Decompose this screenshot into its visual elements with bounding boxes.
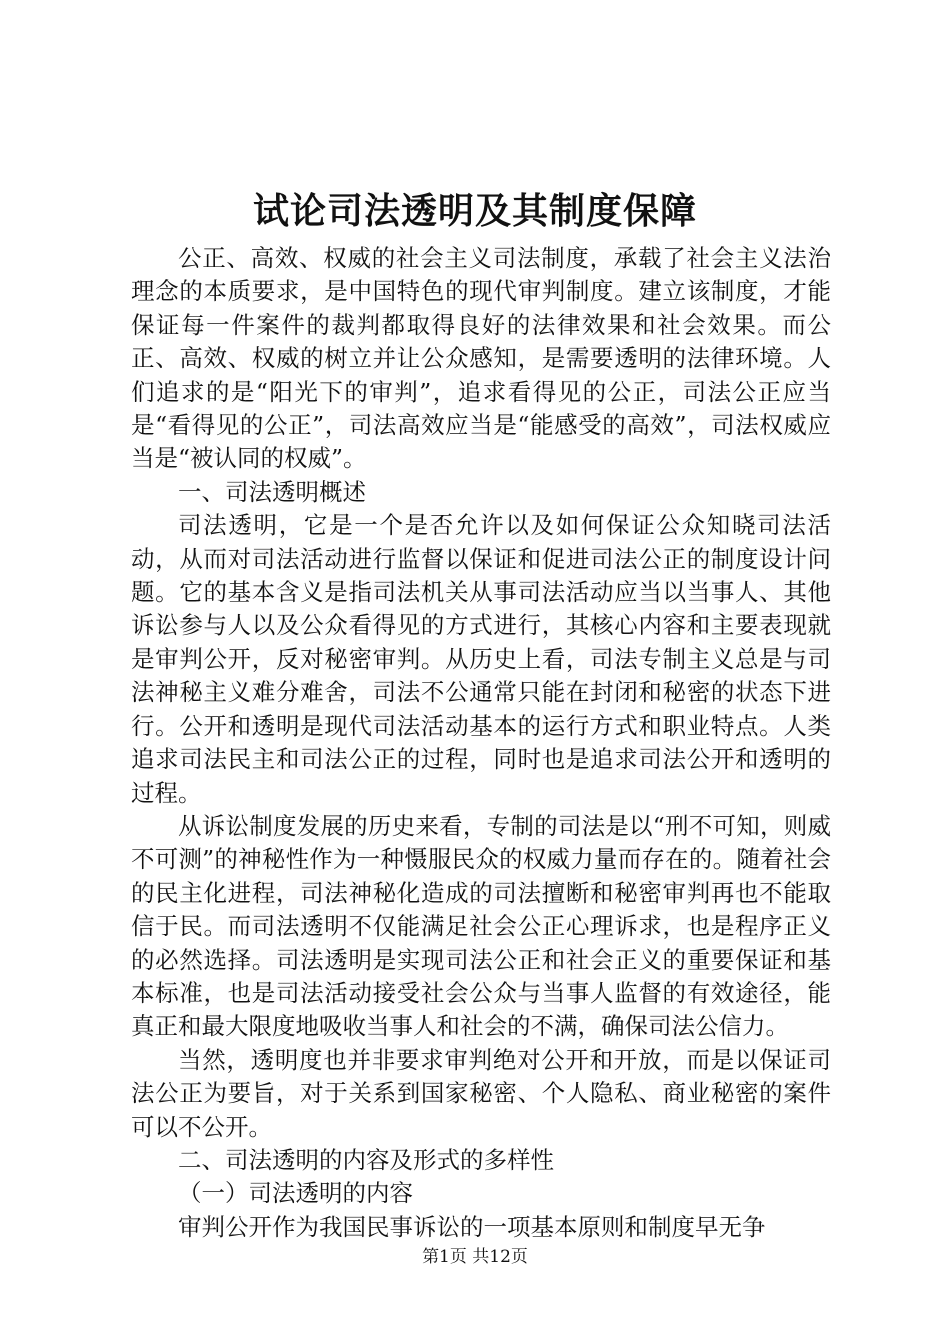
paragraph: 司法透明，它是一个是否允许以及如何保证公众知晓司法活动，从而对司法活动进行监督以保证和促进司法公正的制度设计问题。它的基本含义是指司法机关从事司法活动应当以当事人、其他诉讼参与人以及公众看得见的方式进行，其核心内容和主要表现就是审判公开，反对秘密审判。从历史上看，司法专制主义总是与司法神秘主义难分难舍，司法不公通常只能在封闭和秘密的状态下进行。公开和透明是现代司法活动基本的运行方式和职业特点。人类追求司法民主和司法公正的过程，同时也是追求司法公开和透明的过程。	[131, 511, 831, 807]
paragraph: 当然，透明度也并非要求审判绝对公开和开放，而是以保证司法公正为要旨，对于关系到国家秘密、个人隐私、商业秘密的案件可以不公开。	[131, 1045, 831, 1141]
document-title: 试论司法透明及其制度保障	[252, 191, 697, 232]
page-footer: 第1页 共12页	[422, 1247, 528, 1267]
paragraph: 审判公开作为我国民事诉讼的一项基本原则和制度早无争	[178, 1212, 766, 1241]
paragraph: 从诉讼制度发展的历史来看，专制的司法是以“刑不可知，则威不可测”的神秘性作为一种慑服民众的权威力量而存在的。随着社会的民主化进程，司法神秘化造成的司法擅断和秘密审判再也不能取信于民。而司法透明不仅能满足社会公正心理诉求，也是程序正义的必然选择。司法透明是实现司法公正和社会正义的重要保证和基本标准，也是司法活动接受社会公众与当事人监督的有效途径，能真正和最大限度地吸收当事人和社会的不满，确保司法公信力。	[131, 811, 831, 1041]
section-heading: 二、司法透明的内容及形式的多样性	[178, 1145, 554, 1174]
section-heading: 一、司法透明概述	[178, 477, 366, 506]
subsection-heading: （一）司法透明的内容	[178, 1179, 413, 1208]
document-body	[131, 242, 831, 1244]
paragraph: 公正、高效、权威的社会主义司法制度，承载了社会主义法治理念的本质要求，是中国特色的现代审判制度。建立该制度，才能保证每一件案件的裁判都取得良好的法律效果和社会效果。而公正、高效、权威的树立并让公众感知，是需要透明的法律环境。人们追求的是“阳光下的审判”，追求看得见的公正，司法公正应当是“看得见的公正”，司法高效应当是“能感受的高效”，司法权威应当是“被认同的权威”。	[131, 244, 831, 473]
